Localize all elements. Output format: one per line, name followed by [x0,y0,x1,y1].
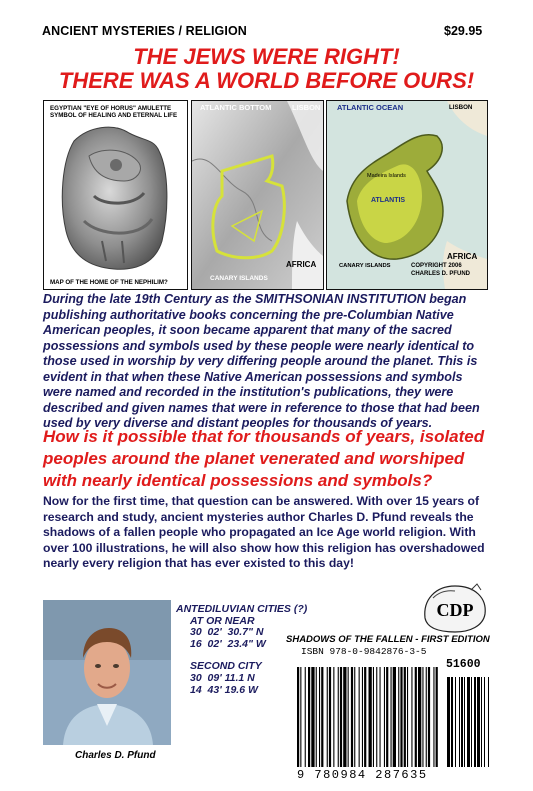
amulet-caption-1: EGYPTIAN "EYE OF HORUS" AMULETTE [50,105,172,112]
atlantis-africa-label: AFRICA [447,252,478,261]
price-label: $29.95 [444,24,483,38]
madeira-label: Madeira Islands [367,173,406,179]
atlantis-label: ATLANTIS [371,197,406,204]
cdp-logo [415,580,493,635]
second-city-heading: SECOND CITY [190,660,262,673]
author-portrait-illustration [43,600,171,745]
copyright-line-1: COPYRIGHT 2006 [411,263,462,269]
atlantic-ocean-title: ATLANTIC OCEAN [337,103,404,112]
atlantis-canary-label: CANARY ISLANDS [339,263,391,269]
coordinates-heading: ANTEDILUVIAN CITIES (?) [176,603,308,615]
africa-label: AFRICA [286,260,317,269]
second-latitude: 30 09' 11.1 N [190,671,255,684]
author-photo [43,600,171,745]
ean-digits: 9 780984 287635 [297,768,428,782]
amulet-illustration [44,101,187,289]
price-code-label: 51600 [446,658,481,671]
atlantic-bottom-map [191,100,324,290]
first-longitude: 16 02' 23.4" W [190,637,266,650]
lisbon-label: LISBON [292,103,321,112]
edition-label: SHADOWS OF THE FALLEN - FIRST EDITION [286,634,490,645]
question-paragraph: How is it possible that for thousands of years, isolated peoples around the planet venerated and worshiped with nearly identical possessions and symbols? [43,427,485,490]
second-longitude: 14 43' 19.6 W [190,683,258,696]
headline-line-2: THERE WAS A WORLD BEFORE OURS! [58,68,475,93]
coordinates-block [176,604,307,696]
amulet-image [43,100,188,290]
isbn-barcode [297,655,492,773]
atlantis-lisbon-label: LISBON [449,104,473,111]
category-label: ANCIENT MYSTERIES / RELIGION [42,24,247,38]
cdp-logo-text: CDP [436,600,474,620]
summary-paragraph: Now for the first time, that question can be answered. With over 15 years of research and study, ancient mysteries author Charles D. Pfund reveals the shadows of a fallen people who propagated an Ice Age world religion. With over 100 illustrations, he will also show how this religion has overshadowed nearly every religion that has ever existed to this day! [43,494,485,570]
headline-line-1: THE JEWS WERE RIGHT! [133,44,400,69]
intro-paragraph: During the late 19th Century as the SMITHSONIAN INSTITUTION began publishing authoritative books concerning the pre-Columbian Native American peoples, it soon became apparent that many of the sacred possessions and symbols used by these people were nearly identical to those used in worship by very differing people around the planet. This is evident in that when these Native American possessions and symbols were named and recorded in the institution's publications, they were described and given names that were in reference to those that had been used by very diverse and distant peoples for thousands of years. [43,292,480,430]
isbn-label: ISBN 978-0-9842876-3-5 [301,646,427,657]
author-name: Charles D. Pfund [75,750,156,761]
canary-label: CANARY ISLANDS [210,275,268,282]
first-latitude: 30 02' 30.7" N [190,626,264,639]
copyright-line-2: CHARLES D. PFUND [411,271,471,277]
atlantic-bottom-title: ATLANTIC BOTTOM [200,103,272,112]
atlantis-map [326,100,488,290]
amulet-caption-2: SYMBOL OF HEALING AND ETERNAL LIFE [50,112,178,119]
coordinates-subheading: AT OR NEAR [190,614,255,627]
amulet-caption-bottom: MAP OF THE HOME OF THE NEPHILIM? [50,279,168,286]
